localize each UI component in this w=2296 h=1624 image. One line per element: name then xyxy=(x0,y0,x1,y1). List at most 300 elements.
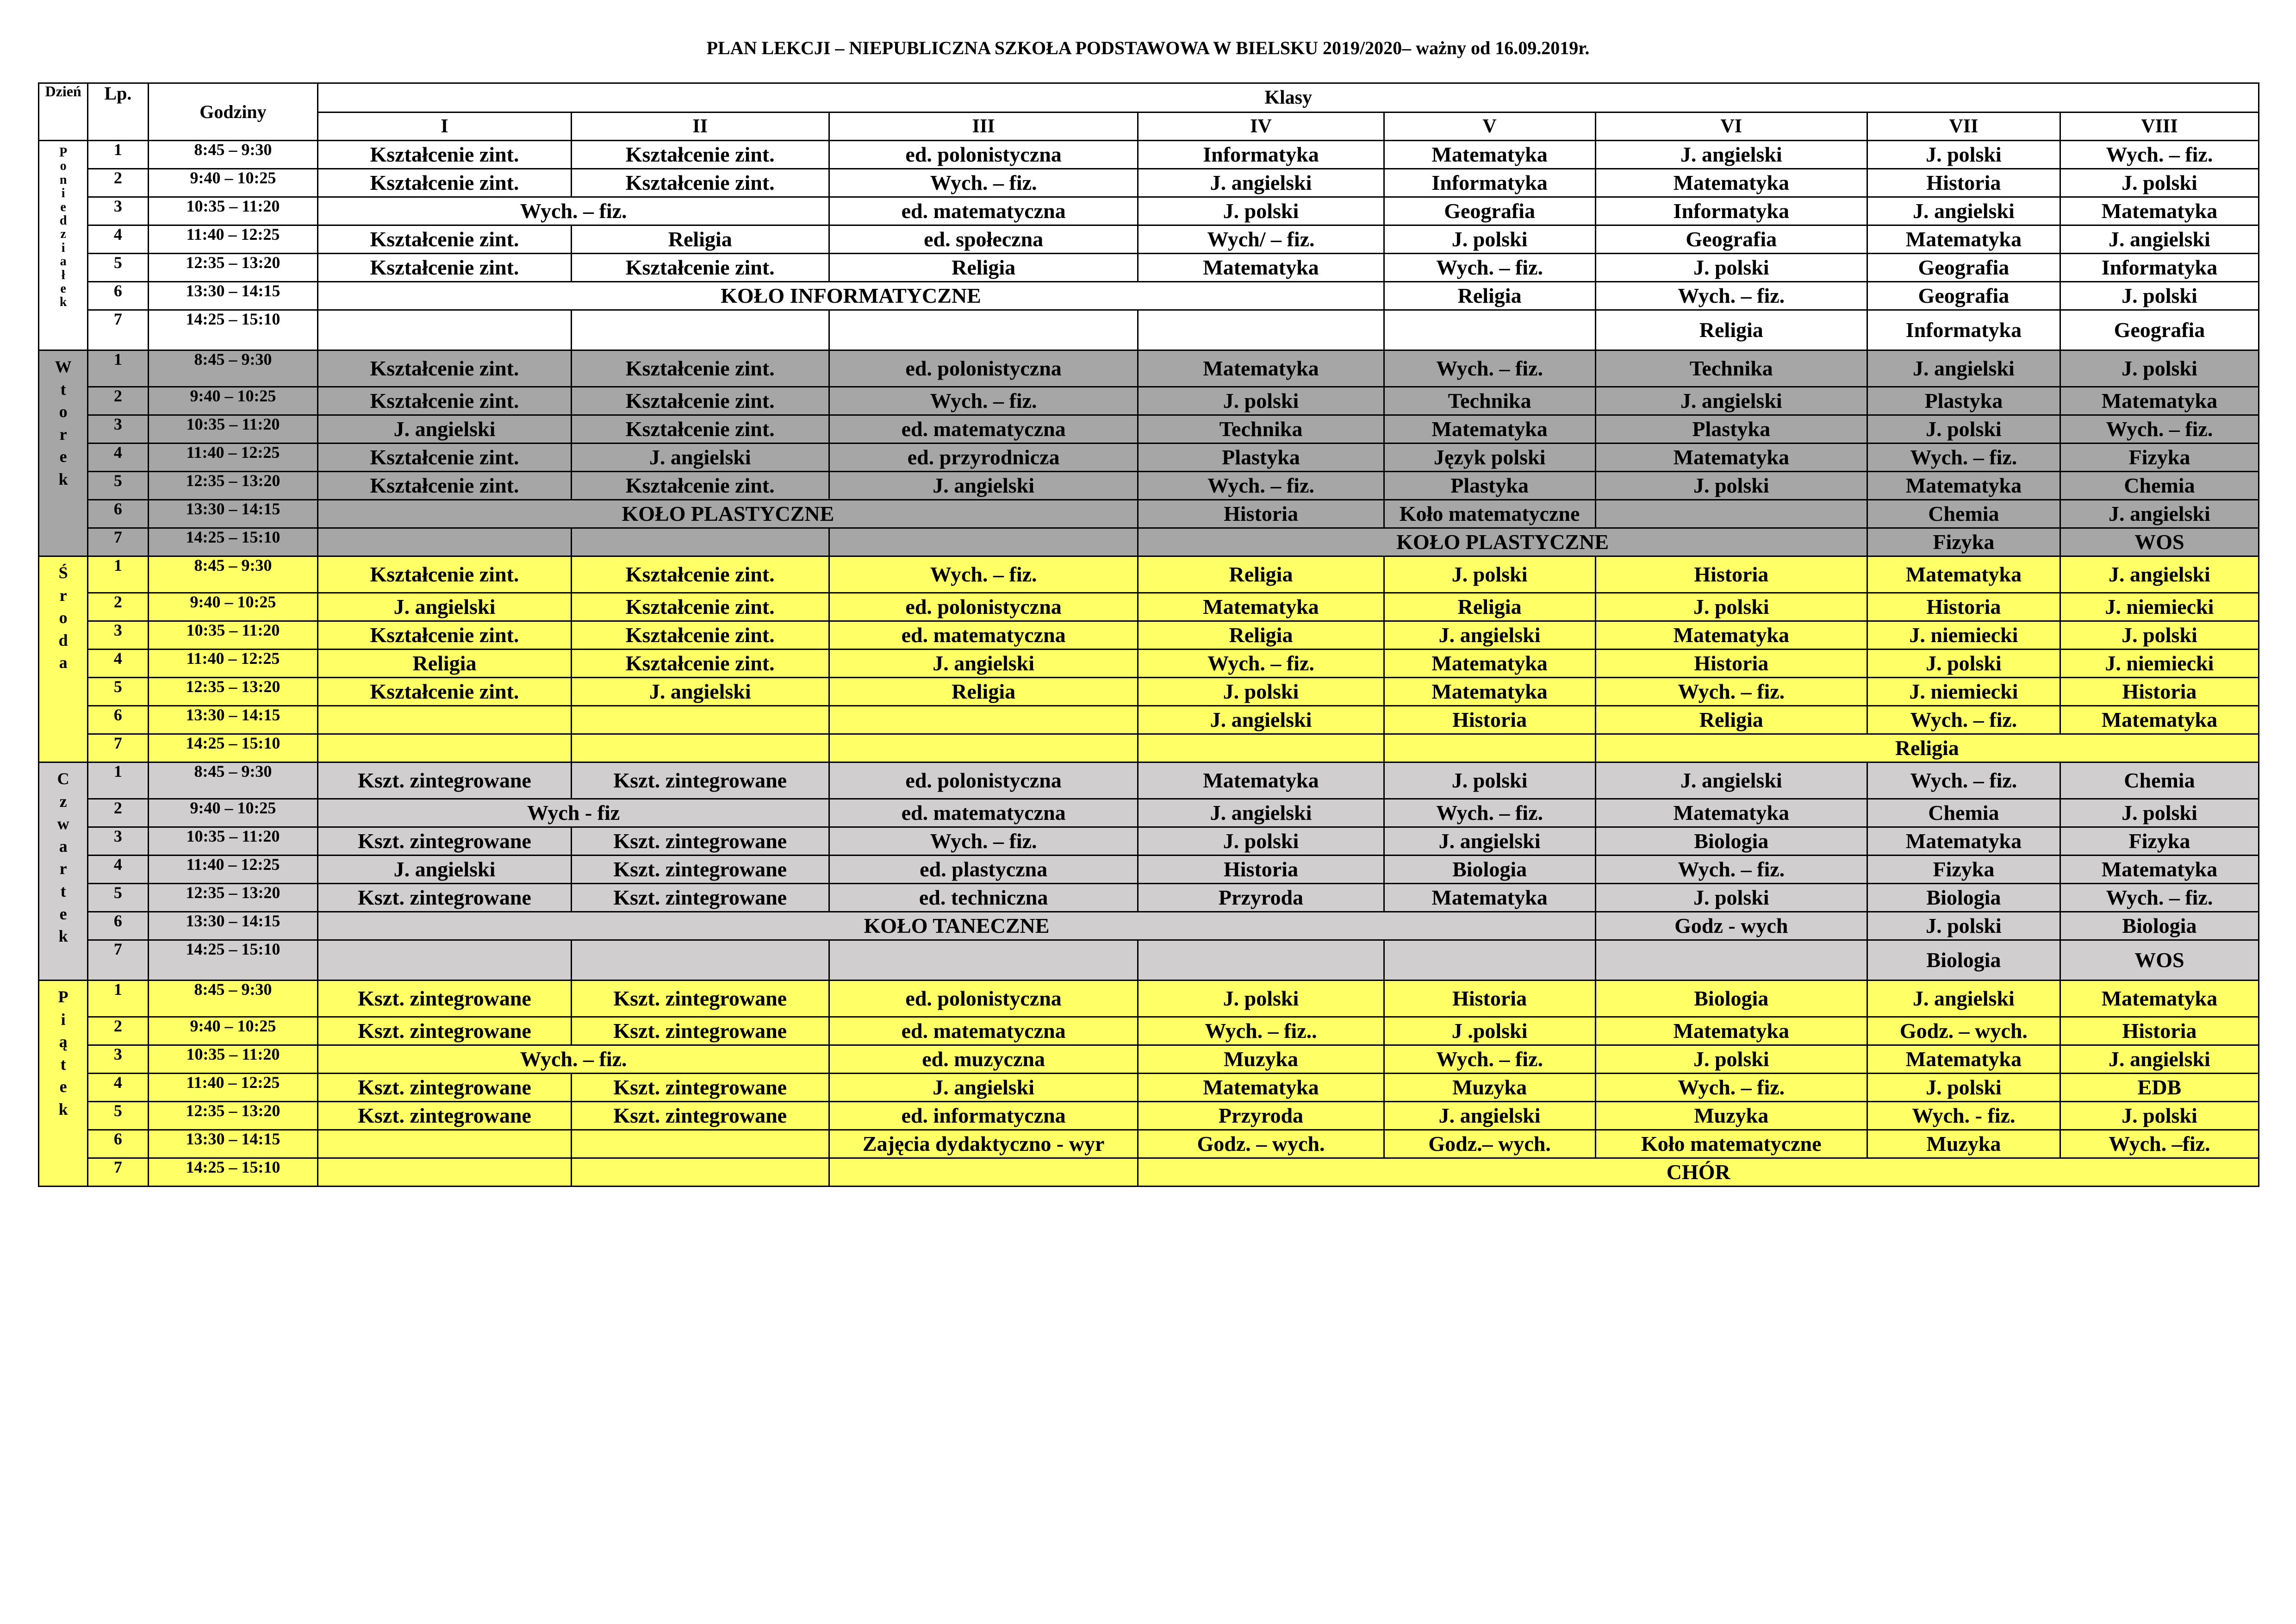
lesson-cell: Wych. – fiz. xyxy=(829,169,1138,197)
lesson-row xyxy=(39,1074,2259,1102)
lesson-cell: J. polski xyxy=(1867,912,2060,940)
lesson-cell: J. polski xyxy=(1138,827,1384,856)
lesson-cell: Religia xyxy=(1595,734,2259,762)
lesson-cell: Wych. – fiz. xyxy=(1867,443,2060,472)
lesson-cell: Wych. – fiz. xyxy=(1867,706,2060,734)
lesson-number: 6 xyxy=(88,912,148,940)
lesson-number: 7 xyxy=(88,310,148,350)
empty-cell xyxy=(571,528,829,556)
lesson-number: 3 xyxy=(88,1045,148,1074)
lesson-number: 5 xyxy=(88,1102,148,1130)
lesson-cell: Kształcenie zint. xyxy=(571,387,829,415)
lesson-time: 14:25 – 15:10 xyxy=(148,528,318,556)
lesson-row xyxy=(39,593,2259,621)
lesson-cell: J. angielski xyxy=(2060,556,2259,593)
lesson-time: 13:30 – 14:15 xyxy=(148,1130,318,1158)
lesson-number: 4 xyxy=(88,225,148,254)
day-letters xyxy=(41,986,85,1121)
lesson-cell: ed. polonistyczna xyxy=(829,593,1138,621)
lesson-cell: Kszt. zintegrowane xyxy=(571,856,829,884)
lesson-cell: ed. polonistyczna xyxy=(829,981,1138,1017)
lesson-cell: Historia xyxy=(1384,706,1595,734)
lesson-row xyxy=(39,650,2259,678)
lesson-cell: Plastyka xyxy=(1384,472,1595,500)
lesson-cell: J. angielski xyxy=(318,856,571,884)
lesson-cell: ed. polonistyczna xyxy=(829,762,1138,799)
day-letter: e xyxy=(60,200,66,214)
lesson-cell: Kszt. zintegrowane xyxy=(318,762,571,799)
lesson-number: 1 xyxy=(88,350,148,387)
class-header-2: II xyxy=(571,112,829,141)
day-letter: a xyxy=(59,653,68,672)
lesson-cell: Matematyka xyxy=(2060,981,2259,1017)
lesson-number: 4 xyxy=(88,650,148,678)
lesson-cell: KOŁO PLASTYCZNE xyxy=(318,500,1138,528)
day-letters xyxy=(41,356,85,491)
lesson-row xyxy=(39,415,2259,443)
lesson-cell: Kształcenie zint. xyxy=(318,141,571,169)
lesson-cell: Kszt. zintegrowane xyxy=(571,981,829,1017)
lesson-cell: Kształcenie zint. xyxy=(571,650,829,678)
lesson-cell: J. angielski xyxy=(2060,225,2259,254)
lesson-cell: Matematyka xyxy=(1867,225,2060,254)
lesson-cell: J. niemiecki xyxy=(1867,621,2060,650)
lesson-cell: Wych. – fiz. xyxy=(1384,350,1595,387)
day-label xyxy=(39,981,88,1187)
lesson-number: 5 xyxy=(88,678,148,706)
lesson-time: 11:40 – 12:25 xyxy=(148,650,318,678)
lesson-cell: Matematyka xyxy=(1384,884,1595,912)
lesson-cell: Religia xyxy=(1595,706,1867,734)
day-letter: r xyxy=(59,859,67,878)
lesson-cell: Kszt. zintegrowane xyxy=(318,884,571,912)
lesson-cell: Religia xyxy=(1138,556,1384,593)
day-label xyxy=(39,141,88,350)
lesson-cell: Matematyka xyxy=(1138,254,1384,282)
lesson-time: 11:40 – 12:25 xyxy=(148,856,318,884)
lesson-cell: Muzyka xyxy=(1384,1074,1595,1102)
lesson-cell: Wych. – fiz. xyxy=(829,387,1138,415)
lesson-time: 9:40 – 10:25 xyxy=(148,169,318,197)
lesson-cell: J. polski xyxy=(1384,225,1595,254)
lesson-number: 1 xyxy=(88,981,148,1017)
lesson-number: 2 xyxy=(88,169,148,197)
lesson-cell: J. angielski xyxy=(1138,799,1384,827)
header-day: Dzień xyxy=(39,83,88,141)
empty-cell xyxy=(571,310,829,350)
day-letter: a xyxy=(59,837,68,856)
lesson-cell: J. polski xyxy=(1595,593,1867,621)
lesson-cell: Historia xyxy=(2060,678,2259,706)
day-letter: P xyxy=(58,987,68,1006)
lesson-cell: Matematyka xyxy=(2060,197,2259,225)
lesson-row xyxy=(39,1158,2259,1187)
lesson-time: 8:45 – 9:30 xyxy=(148,762,318,799)
lesson-cell: Wych. –fiz. xyxy=(2060,1130,2259,1158)
lesson-cell: J. angielski xyxy=(1384,621,1595,650)
lesson-row xyxy=(39,621,2259,650)
lesson-cell: J. angielski xyxy=(571,443,829,472)
lesson-cell: Kszt. zintegrowane xyxy=(571,762,829,799)
empty-cell xyxy=(829,734,1138,762)
day-letter: ą xyxy=(59,1032,68,1051)
lesson-cell: Religia xyxy=(318,650,571,678)
lesson-cell: Kształcenie zint. xyxy=(571,556,829,593)
lesson-cell: ed. plastyczna xyxy=(829,856,1138,884)
lesson-cell: Kszt. zintegrowane xyxy=(318,1102,571,1130)
lesson-cell: Matematyka xyxy=(1384,650,1595,678)
header-lp: Lp. xyxy=(88,83,148,141)
lesson-cell: Kształcenie zint. xyxy=(318,169,571,197)
lesson-cell: Wych/ – fiz. xyxy=(1138,225,1384,254)
lesson-cell: ed. matematyczna xyxy=(829,621,1138,650)
lesson-number: 2 xyxy=(88,799,148,827)
class-header-7: VII xyxy=(1867,112,2060,141)
empty-cell xyxy=(318,1158,571,1187)
lesson-cell: ed. matematyczna xyxy=(829,197,1138,225)
lesson-cell: Historia xyxy=(1867,169,2060,197)
lesson-cell: Historia xyxy=(2060,1017,2259,1045)
lesson-cell: Kształcenie zint. xyxy=(318,472,571,500)
lesson-cell: Chemia xyxy=(1867,500,2060,528)
lesson-cell: Fizyka xyxy=(2060,443,2259,472)
lesson-cell: Fizyka xyxy=(2060,827,2259,856)
day-letters xyxy=(41,768,85,948)
lesson-cell: Biologia xyxy=(2060,912,2259,940)
lesson-cell: Kształcenie zint. xyxy=(318,556,571,593)
day-letter: e xyxy=(59,447,67,466)
lesson-cell: Historia xyxy=(1138,856,1384,884)
lesson-cell: Religia xyxy=(829,254,1138,282)
lesson-cell: Godz. – wych. xyxy=(1138,1130,1384,1158)
lesson-cell: EDB xyxy=(2060,1074,2259,1102)
lesson-row xyxy=(39,310,2259,350)
empty-cell xyxy=(318,706,571,734)
lesson-number: 3 xyxy=(88,621,148,650)
lesson-cell: Matematyka xyxy=(1867,556,2060,593)
lesson-cell: Matematyka xyxy=(2060,706,2259,734)
lesson-cell: ed. przyrodnicza xyxy=(829,443,1138,472)
lesson-time: 8:45 – 9:30 xyxy=(148,350,318,387)
lesson-row xyxy=(39,350,2259,387)
lesson-row xyxy=(39,940,2259,981)
lesson-number: 2 xyxy=(88,593,148,621)
lesson-cell: J. angielski xyxy=(571,678,829,706)
lesson-time: 13:30 – 14:15 xyxy=(148,912,318,940)
empty-cell xyxy=(1595,500,1867,528)
lesson-cell: J. polski xyxy=(1384,556,1595,593)
lesson-cell: J. polski xyxy=(1595,1045,1867,1074)
lesson-time: 10:35 – 11:20 xyxy=(148,415,318,443)
lesson-cell: J. polski xyxy=(1867,1074,2060,1102)
lesson-cell: Wych. – fiz. xyxy=(1867,762,2060,799)
lesson-cell: Wych. – fiz. xyxy=(1384,799,1595,827)
lesson-cell: Muzyka xyxy=(1867,1130,2060,1158)
lesson-cell: KOŁO INFORMATYCZNE xyxy=(318,282,1384,310)
day-label xyxy=(39,350,88,556)
empty-cell xyxy=(1595,940,1867,981)
lesson-cell: Wych. – fiz. xyxy=(1384,1045,1595,1074)
lesson-cell: Wych. – fiz. xyxy=(1595,282,1867,310)
lesson-cell: Geografia xyxy=(1384,197,1595,225)
lesson-cell: J. polski xyxy=(1138,387,1384,415)
lesson-cell: J. angielski xyxy=(1138,169,1384,197)
lesson-time: 14:25 – 15:10 xyxy=(148,310,318,350)
lesson-cell: Informatyka xyxy=(1384,169,1595,197)
lesson-cell: J. angielski xyxy=(1384,1102,1595,1130)
day-letters xyxy=(41,562,85,674)
lesson-cell: Religia xyxy=(1384,593,1595,621)
lesson-number: 1 xyxy=(88,762,148,799)
lesson-cell: Technika xyxy=(1138,415,1384,443)
day-letter: o xyxy=(59,402,68,421)
day-label xyxy=(39,762,88,981)
lesson-row xyxy=(39,141,2259,169)
empty-cell xyxy=(1138,940,1384,981)
lesson-time: 9:40 – 10:25 xyxy=(148,799,318,827)
lesson-cell: J. niemiecki xyxy=(1867,678,2060,706)
lesson-cell: Kszt. zintegrowane xyxy=(571,1074,829,1102)
lesson-cell: Matematyka xyxy=(1384,415,1595,443)
lesson-number: 6 xyxy=(88,1130,148,1158)
lesson-cell: Przyroda xyxy=(1138,1102,1384,1130)
lesson-number: 1 xyxy=(88,556,148,593)
lesson-cell: Matematyka xyxy=(1138,350,1384,387)
lesson-cell: Kształcenie zint. xyxy=(571,169,829,197)
day-letter: t xyxy=(60,881,66,900)
lesson-row xyxy=(39,556,2259,593)
lesson-cell: J. angielski xyxy=(829,1074,1138,1102)
lesson-time: 12:35 – 13:20 xyxy=(148,254,318,282)
lesson-cell: J. polski xyxy=(2060,350,2259,387)
lesson-cell: Kszt. zintegrowane xyxy=(571,827,829,856)
lesson-cell: Wych. – fiz. xyxy=(829,827,1138,856)
empty-cell xyxy=(571,734,829,762)
lesson-cell: J. angielski xyxy=(829,650,1138,678)
lesson-cell: Matematyka xyxy=(1595,1017,1867,1045)
day-letter: z xyxy=(59,792,67,811)
empty-cell xyxy=(318,1130,571,1158)
lesson-cell: Matematyka xyxy=(1384,141,1595,169)
empty-cell xyxy=(318,734,571,762)
day-letter: i xyxy=(61,240,65,255)
lesson-cell: Historia xyxy=(1595,556,1867,593)
lesson-cell: Kształcenie zint. xyxy=(571,141,829,169)
day-letter: e xyxy=(59,1077,67,1096)
lesson-time: 11:40 – 12:25 xyxy=(148,1074,318,1102)
lesson-number: 6 xyxy=(88,282,148,310)
lesson-cell: Wych. – fiz. xyxy=(1384,254,1595,282)
lesson-cell: Matematyka xyxy=(1595,621,1867,650)
lesson-cell: Przyroda xyxy=(1138,884,1384,912)
lesson-cell: J .polski xyxy=(1384,1017,1595,1045)
lesson-cell: Matematyka xyxy=(1867,472,2060,500)
day-letter: k xyxy=(58,469,68,488)
lesson-cell: Technika xyxy=(1384,387,1595,415)
lesson-cell: J. angielski xyxy=(1595,762,1867,799)
empty-cell xyxy=(1138,734,1384,762)
lesson-cell: J. polski xyxy=(1595,254,1867,282)
lesson-cell: Historia xyxy=(1595,650,1867,678)
lesson-cell: Kształcenie zint. xyxy=(318,678,571,706)
lesson-cell: Matematyka xyxy=(1867,827,2060,856)
lesson-time: 10:35 – 11:20 xyxy=(148,827,318,856)
lesson-cell: Religia xyxy=(1384,282,1595,310)
lesson-cell: Kształcenie zint. xyxy=(571,593,829,621)
empty-cell xyxy=(829,528,1138,556)
lesson-time: 9:40 – 10:25 xyxy=(148,593,318,621)
day-letter: C xyxy=(57,769,69,788)
lesson-cell: Wych. - fiz. xyxy=(1867,1102,2060,1130)
lesson-cell: J. polski xyxy=(2060,799,2259,827)
lesson-cell: Religia xyxy=(829,678,1138,706)
day-letter: i xyxy=(61,1010,66,1029)
lesson-cell: J. polski xyxy=(1867,650,2060,678)
lesson-cell: Chemia xyxy=(1867,799,2060,827)
lesson-time: 10:35 – 11:20 xyxy=(148,1045,318,1074)
lesson-cell: Biologia xyxy=(1384,856,1595,884)
lesson-row xyxy=(39,1130,2259,1158)
lesson-cell: Biologia xyxy=(1595,981,1867,1017)
empty-cell xyxy=(1384,734,1595,762)
lesson-time: 13:30 – 14:15 xyxy=(148,500,318,528)
lesson-time: 12:35 – 13:20 xyxy=(148,678,318,706)
lesson-cell: ed. matematyczna xyxy=(829,415,1138,443)
lesson-cell: J. polski xyxy=(1595,472,1867,500)
class-header-6: VI xyxy=(1595,112,1867,141)
lesson-row xyxy=(39,827,2259,856)
lesson-cell: J. angielski xyxy=(1595,141,1867,169)
lesson-number: 6 xyxy=(88,706,148,734)
lesson-cell: Kształcenie zint. xyxy=(571,415,829,443)
lesson-cell: Kszt. zintegrowane xyxy=(571,1017,829,1045)
lesson-cell: J. angielski xyxy=(2060,500,2259,528)
lesson-cell: Kształcenie zint. xyxy=(318,387,571,415)
lesson-row xyxy=(39,225,2259,254)
lesson-row xyxy=(39,472,2259,500)
lesson-number: 2 xyxy=(88,1017,148,1045)
empty-cell xyxy=(1384,310,1595,350)
lesson-cell: Kształcenie zint. xyxy=(318,254,571,282)
lesson-number: 5 xyxy=(88,472,148,500)
lesson-cell: J. polski xyxy=(1138,197,1384,225)
lesson-cell: Matematyka xyxy=(1384,678,1595,706)
lesson-time: 10:35 – 11:20 xyxy=(148,621,318,650)
lesson-cell: ed. matematyczna xyxy=(829,1017,1138,1045)
day-letter: o xyxy=(60,159,67,174)
lesson-cell: Kszt. zintegrowane xyxy=(318,981,571,1017)
class-header-3: III xyxy=(829,112,1138,141)
lesson-cell: J. angielski xyxy=(2060,1045,2259,1074)
lesson-cell: J. angielski xyxy=(1867,350,2060,387)
lesson-cell: Wych. – fiz. xyxy=(318,1045,829,1074)
lesson-cell: J. polski xyxy=(1384,762,1595,799)
lesson-cell: Kształcenie zint. xyxy=(318,621,571,650)
lesson-row xyxy=(39,197,2259,225)
class-header-4: IV xyxy=(1138,112,1384,141)
class-header-1: I xyxy=(318,112,571,141)
lesson-cell: ed. techniczna xyxy=(829,884,1138,912)
lesson-cell: Matematyka xyxy=(2060,387,2259,415)
lesson-cell: Geografia xyxy=(1867,254,2060,282)
day-letter: k xyxy=(58,927,68,946)
lesson-time: 8:45 – 9:30 xyxy=(148,141,318,169)
lesson-row xyxy=(39,856,2259,884)
empty-cell xyxy=(1384,940,1595,981)
lesson-cell: WOS xyxy=(2060,528,2259,556)
lesson-cell: Wych. – fiz. xyxy=(1595,678,1867,706)
lesson-cell: J. angielski xyxy=(318,593,571,621)
empty-cell xyxy=(571,1130,829,1158)
lesson-cell: Wych. – fiz.. xyxy=(1138,1017,1384,1045)
lesson-number: 7 xyxy=(88,940,148,981)
lesson-cell: ed. polonistyczna xyxy=(829,141,1138,169)
lesson-cell: Wych. – fiz. xyxy=(1138,472,1384,500)
lesson-cell: Kszt. zintegrowane xyxy=(318,1017,571,1045)
lesson-cell: ed. polonistyczna xyxy=(829,350,1138,387)
empty-cell xyxy=(1138,310,1384,350)
lesson-cell: KOŁO PLASTYCZNE xyxy=(1138,528,1867,556)
lesson-cell: J. angielski xyxy=(1138,706,1384,734)
lesson-cell: Matematyka xyxy=(1595,443,1867,472)
lesson-cell: Kształcenie zint. xyxy=(571,472,829,500)
lesson-row xyxy=(39,528,2259,556)
lesson-row xyxy=(39,254,2259,282)
lesson-cell: Biologia xyxy=(1867,940,2060,981)
lesson-cell: Wych. – fiz. xyxy=(2060,884,2259,912)
lesson-cell: J. polski xyxy=(2060,169,2259,197)
day-label xyxy=(39,556,88,762)
lesson-number: 7 xyxy=(88,528,148,556)
lesson-time: 14:25 – 15:10 xyxy=(148,940,318,981)
empty-cell xyxy=(571,1158,829,1187)
lesson-cell: Geografia xyxy=(1867,282,2060,310)
lesson-row xyxy=(39,443,2259,472)
lesson-number: 4 xyxy=(88,443,148,472)
day-letter: W xyxy=(55,357,72,376)
lesson-cell: Religia xyxy=(1595,310,1867,350)
lesson-cell: Historia xyxy=(1384,981,1595,1017)
lesson-row xyxy=(39,884,2259,912)
header-hours: Godziny xyxy=(148,83,318,141)
lesson-cell: Chemia xyxy=(2060,762,2259,799)
lesson-cell: J. niemiecki xyxy=(2060,650,2259,678)
lesson-number: 5 xyxy=(88,884,148,912)
lesson-cell: Kształcenie zint. xyxy=(318,225,571,254)
lesson-row xyxy=(39,282,2259,310)
lesson-cell: Historia xyxy=(1867,593,2060,621)
timetable xyxy=(38,82,2259,1187)
empty-cell xyxy=(829,706,1138,734)
day-letter: i xyxy=(61,186,65,201)
lesson-cell: Wych. – fiz. xyxy=(1595,856,1867,884)
lesson-row xyxy=(39,169,2259,197)
lesson-cell: J. polski xyxy=(1138,678,1384,706)
lesson-number: 3 xyxy=(88,415,148,443)
lesson-cell: Godz.– wych. xyxy=(1384,1130,1595,1158)
lesson-cell: Kształcenie zint. xyxy=(318,443,571,472)
lesson-cell: Godz - wych xyxy=(1595,912,1867,940)
lesson-time: 8:45 – 9:30 xyxy=(148,981,318,1017)
day-letter: o xyxy=(59,608,68,627)
lesson-cell: Wych. – fiz. xyxy=(2060,141,2259,169)
lesson-cell: J. angielski xyxy=(1867,197,2060,225)
lesson-cell: Kszt. zintegrowane xyxy=(318,1074,571,1102)
empty-cell xyxy=(318,528,571,556)
day-letter: e xyxy=(59,904,67,923)
day-letter: k xyxy=(58,1099,68,1118)
lesson-cell: Język polski xyxy=(1384,443,1595,472)
